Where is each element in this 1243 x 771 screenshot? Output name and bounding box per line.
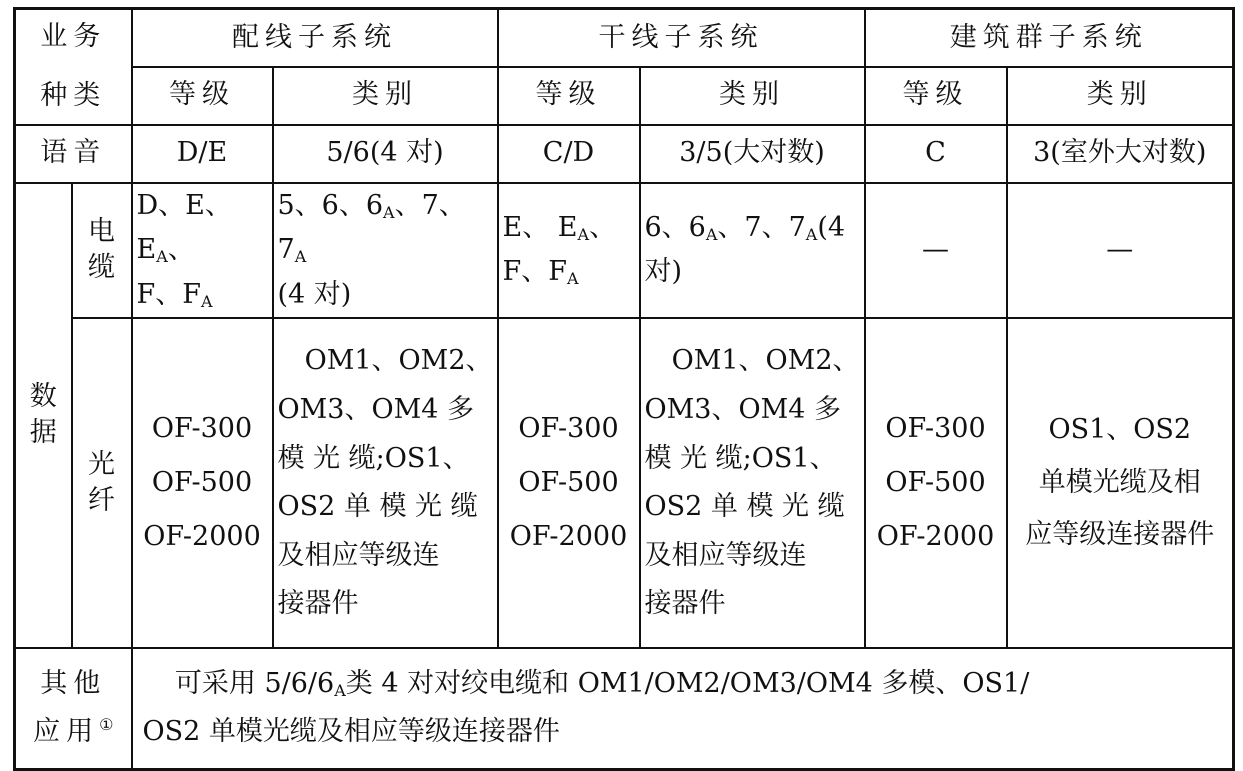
- cable-h-cat-text3: (4 对): [277, 278, 352, 310]
- fiber-b-grade-3: OF-2000: [509, 521, 628, 553]
- cable-b-grade-sub2: A: [566, 269, 579, 289]
- other-text-part2: 类 4 对对绞电缆和 OM1/OM2/OM3/OM4 多模、OS1/: [345, 667, 1030, 699]
- data-label: [15, 183, 72, 649]
- cable-b-grade-sub1: A: [577, 224, 590, 244]
- fiber-c-grade-2: OF-500: [885, 467, 986, 499]
- fiber-c-grade-3: OF-2000: [876, 521, 995, 553]
- fiber-horizontal-grade: [132, 318, 273, 648]
- voice-row: [15, 125, 1234, 183]
- cable-label-line1: 电: [88, 215, 115, 247]
- cable-b-cat-text2: 、7、7: [717, 211, 806, 243]
- fiber-label-line2: 纤: [88, 485, 115, 517]
- cabling-spec-table: [13, 7, 1235, 771]
- horizontal-grade-header: 等级: [132, 67, 273, 125]
- cable-h-grade-text1: D、E、E: [136, 189, 232, 266]
- fiber-c-cat-line2: 单模光缆及相: [1038, 466, 1201, 498]
- cable-b-cat-text3: (4: [817, 211, 846, 243]
- cable-h-cat-sub1: A: [383, 202, 395, 222]
- fiber-h-cat-line2: OM3、OM4 多: [277, 393, 475, 425]
- data-fiber-row: [15, 318, 1234, 648]
- cable-b-grade-text3: F、F: [502, 256, 567, 288]
- data-cable-row: [15, 183, 1234, 319]
- cable-b-grade-text1: E、 E: [502, 211, 578, 243]
- data-label-line1: 数: [29, 380, 57, 412]
- fiber-b-cat-line3: 模 光 缆;OS1、: [644, 442, 837, 474]
- other-label-line2: 应用: [33, 716, 100, 748]
- cable-h-grade-sub2: A: [200, 291, 213, 311]
- cable-label: [72, 183, 132, 319]
- header-row-1: [15, 9, 1234, 67]
- campus-subsystem-header: 建筑群子系统: [865, 9, 1234, 67]
- other-applications-label: [15, 648, 132, 769]
- fiber-c-cat-line1: OS1、OS2: [1048, 414, 1192, 446]
- backbone-grade-header: 等级: [498, 67, 640, 125]
- voice-backbone-grade: C/D: [498, 125, 640, 183]
- fiber-campus-grade: [865, 318, 1007, 648]
- fiber-b-grade-2: OF-500: [518, 467, 619, 499]
- fiber-backbone-category: [640, 318, 865, 648]
- cable-h-grade-text2: 、: [167, 234, 195, 266]
- fiber-h-cat-line5: 及相应等级连: [277, 539, 440, 571]
- fiber-backbone-grade: [498, 318, 640, 648]
- fiber-h-grade-3: OF-2000: [143, 521, 261, 553]
- cable-h-cat-text2: 、7、7: [277, 189, 466, 266]
- cable-backbone-grade: [498, 183, 640, 319]
- other-text-line2: OS2 单模光缆及相应等级连接器件: [142, 716, 560, 748]
- cable-h-grade-sub1: A: [156, 247, 168, 267]
- cable-b-cat-text1: 6、6: [644, 211, 706, 243]
- fiber-h-cat-line1: OM1、OM2、: [304, 345, 493, 377]
- backbone-category-header: 类别: [640, 67, 865, 125]
- footnote-marker: ①: [99, 715, 114, 735]
- cable-backbone-category: [640, 183, 865, 319]
- fiber-horizontal-category: [273, 318, 498, 648]
- voice-label: 语音: [15, 125, 132, 183]
- cable-h-cat-sub2: A: [294, 247, 307, 267]
- cable-b-cat-sub2: A: [805, 224, 818, 244]
- fiber-campus-category: [1007, 318, 1234, 648]
- fiber-b-grade-1: OF-300: [518, 413, 619, 445]
- other-applications-row: [15, 648, 1234, 769]
- cable-horizontal-grade: [132, 183, 273, 319]
- voice-horizontal-grade: D/E: [132, 125, 273, 183]
- voice-backbone-category: 3/5(大对数): [640, 125, 865, 183]
- fiber-label-line1: 光: [88, 448, 115, 480]
- cable-h-cat-text1: 5、6、6: [277, 189, 384, 221]
- cable-b-grade-text2: 、: [589, 211, 617, 243]
- fiber-label: [72, 318, 132, 648]
- campus-category-header: 类别: [1007, 67, 1234, 125]
- voice-campus-category: 3(室外大对数): [1007, 125, 1234, 183]
- other-text-sub: A: [334, 680, 346, 700]
- fiber-h-cat-line4: OS2 单 模 光 缆: [277, 491, 478, 523]
- campus-grade-header: 等级: [865, 67, 1007, 125]
- cable-campus-category: —: [1007, 183, 1234, 319]
- other-applications-text: [132, 648, 1234, 769]
- other-text-part1: 可采用 5/6/6: [174, 667, 335, 699]
- backbone-subsystem-header: 干线子系统: [498, 9, 865, 67]
- fiber-b-cat-line5: 及相应等级连: [644, 539, 807, 571]
- horizontal-category-header: 类别: [273, 67, 498, 125]
- cable-campus-grade: —: [865, 183, 1007, 319]
- fiber-b-cat-line2: OM3、OM4 多: [644, 393, 842, 425]
- service-type-line1: 业务: [40, 21, 107, 53]
- service-type-header: [15, 9, 132, 125]
- fiber-h-cat-line6: 接器件: [277, 588, 359, 620]
- fiber-b-cat-line6: 接器件: [644, 588, 726, 620]
- cable-b-cat-sub1: A: [705, 224, 718, 244]
- voice-campus-grade: C: [865, 125, 1007, 183]
- fiber-h-grade-1: OF-300: [151, 413, 253, 445]
- data-label-line2: 据: [29, 417, 57, 449]
- fiber-h-cat-line3: 模 光 缆;OS1、: [277, 442, 470, 474]
- cable-h-grade-text3: F、F: [136, 278, 201, 310]
- cable-b-cat-text4: 对): [644, 256, 683, 288]
- horizontal-subsystem-header: 配线子系统: [132, 9, 498, 67]
- fiber-b-cat-line1: OM1、OM2、: [671, 345, 860, 377]
- fiber-c-grade-1: OF-300: [885, 413, 986, 445]
- other-label-line1: 其他: [40, 667, 107, 699]
- fiber-c-cat-line3: 应等级连接器件: [1025, 519, 1215, 551]
- header-row-2: [15, 67, 1234, 125]
- cable-horizontal-category: [273, 183, 498, 319]
- cable-label-line2: 缆: [88, 252, 115, 284]
- voice-horizontal-category: 5/6(4 对): [273, 125, 498, 183]
- fiber-h-grade-2: OF-500: [151, 467, 253, 499]
- service-type-line2: 种类: [40, 79, 107, 111]
- fiber-b-cat-line4: OS2 单 模 光 缆: [644, 491, 845, 523]
